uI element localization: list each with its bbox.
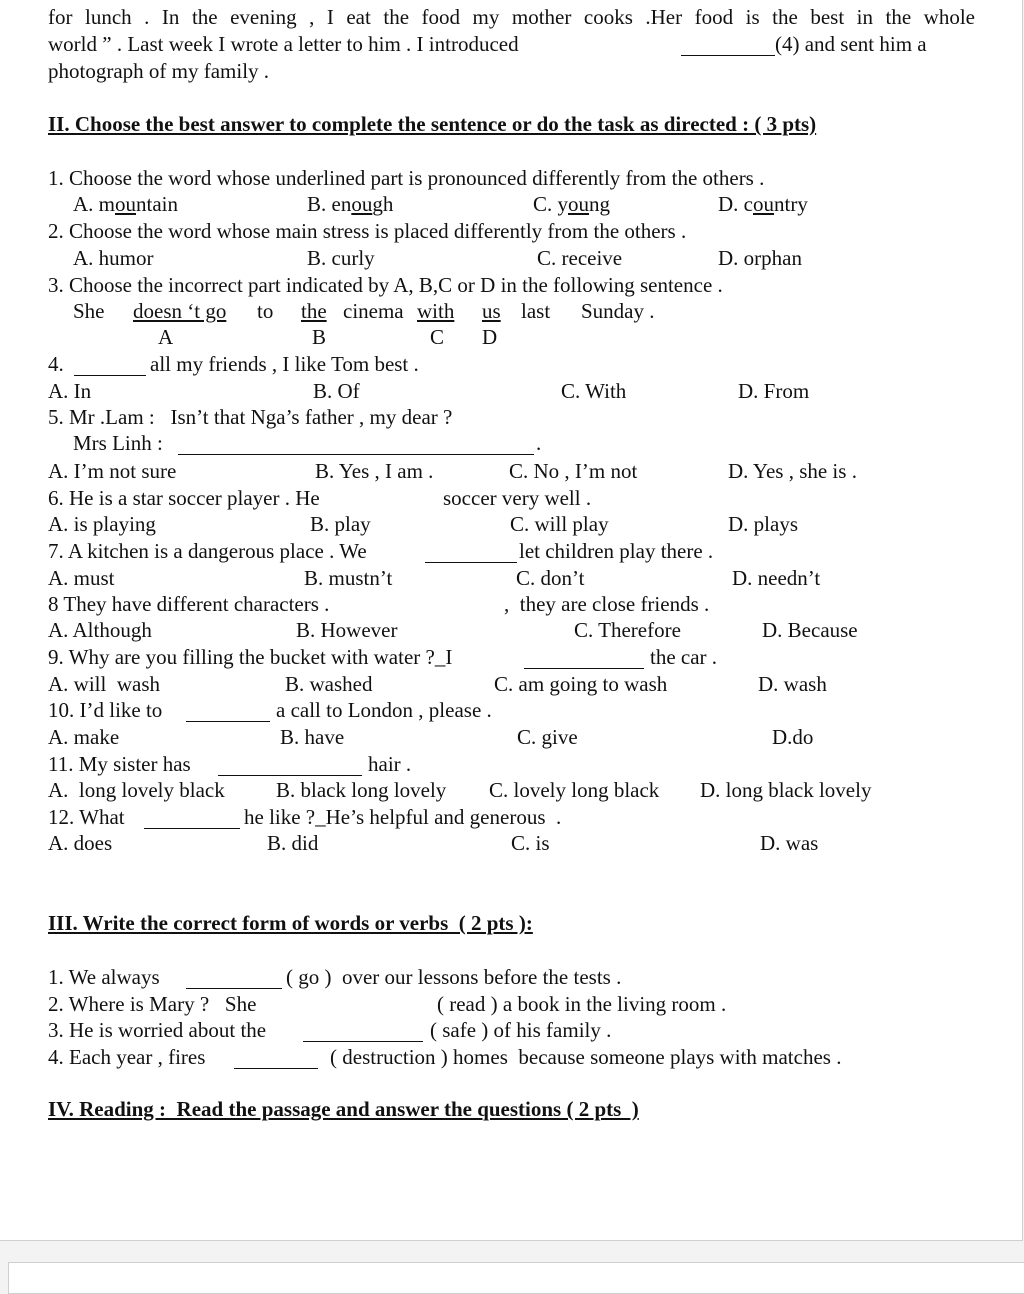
q3-word-she: She — [73, 299, 105, 323]
q2-option-a: A. humor — [73, 246, 154, 270]
q9-stem-2: the car . — [650, 645, 718, 669]
q11-option-d: D. long black lovely — [700, 778, 872, 802]
q12-option-d: D. was — [760, 831, 819, 855]
q6-option-d: D. plays — [728, 512, 798, 536]
q4-option-b: B. Of — [313, 379, 360, 403]
q5-option-a: A. I’m not sure — [48, 459, 177, 483]
q7-option-d: D. needn’t — [732, 566, 821, 590]
q11-stem-2: hair . — [368, 752, 412, 776]
intro-line-2b: (4) and sent him a — [775, 32, 927, 56]
q3-part-c: with — [417, 299, 455, 323]
q4-option-a: A. In — [48, 379, 92, 403]
q10-option-d: D.do — [772, 725, 814, 749]
q5-stem: 5. Mr .Lam : Isn’t that Nga’s father , my dear ? — [48, 405, 453, 429]
q7-option-b: B. mustn’t — [304, 566, 393, 590]
q10-blank — [186, 703, 270, 722]
blank-4 — [681, 37, 775, 56]
q8-stem-2: , they are close friends . — [504, 592, 710, 616]
q8-option-c: C. Therefore — [574, 618, 681, 642]
q7-option-a: A. must — [48, 566, 115, 590]
q1-option-d: D. country — [718, 192, 808, 216]
q3-word-cinema: cinema — [343, 299, 404, 323]
q7-stem-2: let children play there . — [519, 539, 714, 563]
q3-word-to: to — [257, 299, 274, 323]
section-4-title: IV. Reading : Read the passage and answer the questions ( 2 pts ) — [48, 1097, 639, 1121]
q9-option-d: D. wash — [758, 672, 827, 696]
q12-blank — [144, 810, 240, 829]
q4-stem: all my friends , I like Tom best . — [150, 352, 419, 376]
s3-q3-stem-2: ( safe ) of his family . — [430, 1018, 612, 1042]
q6-stem-2: soccer very well . — [443, 486, 592, 510]
section-3-title: III. Write the correct form of words or verbs ( 2 pts ): — [48, 911, 533, 935]
q5-reply-label: Mrs Linh : — [73, 431, 163, 455]
q10-option-b: B. have — [280, 725, 345, 749]
q6-stem-1: 6. He is a star soccer player . He — [48, 486, 320, 510]
s3-q1-stem-1: 1. We always — [48, 965, 160, 989]
q5-option-b: B. Yes , I am . — [315, 459, 434, 483]
q10-option-c: C. give — [517, 725, 578, 749]
q3-word-sunday: Sunday . — [581, 299, 655, 323]
s3-q4-stem-1: 4. Each year , fires — [48, 1045, 206, 1069]
q2-stem: 2. Choose the word whose main stress is placed differently from the others . — [48, 219, 687, 243]
s3-q4-stem-2: ( destruction ) homes because someone plays with matches . — [330, 1045, 842, 1069]
q7-stem-1: 7. A kitchen is a dangerous place . We — [48, 539, 367, 563]
section-2-title: II. Choose the best answer to complete the sentence or do the task as directed : ( 3 pts) — [48, 112, 817, 136]
q10-stem-1: 10. I’d like to — [48, 698, 163, 722]
q4-number: 4. — [48, 352, 64, 376]
q3-label-d: D — [482, 325, 498, 349]
q9-option-c: C. am going to wash — [494, 672, 668, 696]
q5-end: . — [536, 431, 542, 455]
q3-part-b: the — [301, 299, 327, 323]
q3-stem: 3. Choose the incorrect part indicated by A, B,C or D in the following sentence . — [48, 273, 723, 297]
q7-option-c: C. don’t — [516, 566, 585, 590]
q2-option-c: C. receive — [537, 246, 623, 270]
q5-option-d: D. Yes , she is . — [728, 459, 857, 483]
q6-option-a: A. is playing — [48, 512, 156, 536]
q4-option-c: C. With — [561, 379, 627, 403]
q7-blank — [425, 544, 517, 563]
q10-stem-2: a call to London , please . — [276, 698, 492, 722]
q9-option-a: A. will wash — [48, 672, 160, 696]
q3-part-d: us — [482, 299, 501, 323]
q3-label-b: B — [312, 325, 327, 349]
q11-option-a: A. long lovely black — [48, 778, 225, 802]
q5-option-c: C. No , I’m not — [509, 459, 638, 483]
s3-q3-stem-1: 3. He is worried about the — [48, 1018, 267, 1042]
q3-word-last: last — [521, 299, 551, 323]
q6-option-c: C. will play — [510, 512, 609, 536]
q8-stem-1: 8 They have different characters . — [48, 592, 330, 616]
q4-option-d: D. From — [738, 379, 810, 403]
q2-option-b: B. curly — [307, 246, 375, 270]
q12-stem-1: 12. What — [48, 805, 125, 829]
q12-option-a: A. does — [48, 831, 113, 855]
s3-q2-stem-2: ( read ) a book in the living room . — [437, 992, 727, 1016]
q12-option-b: B. did — [267, 831, 319, 855]
q8-option-b: B. However — [296, 618, 398, 642]
intro-line-3: photograph of my family . — [48, 59, 270, 83]
q12-stem-2: he like ?_He’s helpful and generous . — [244, 805, 562, 829]
s3-q3-blank — [303, 1023, 423, 1042]
q11-option-c: C. lovely long black — [489, 778, 660, 802]
q8-option-a: A. Although — [48, 618, 152, 642]
q1-stem: 1. Choose the word whose underlined part is pronounced differently from the others . — [48, 166, 765, 190]
q9-blank — [524, 650, 644, 669]
q9-stem-1: 9. Why are you filling the bucket with water ?_I — [48, 645, 453, 669]
intro-line-2a: world ” . Last week I wrote a letter to him . I introduced — [48, 32, 519, 56]
s3-q1-blank — [186, 970, 282, 989]
q9-option-b: B. washed — [285, 672, 373, 696]
intro-line-1: for lunch . In the evening , I eat the food my mother cooks .Her food is the best in the whole — [48, 5, 975, 29]
q11-option-b: B. black long lovely — [276, 778, 447, 802]
q3-label-c: C — [430, 325, 445, 349]
q6-option-b: B. play — [310, 512, 371, 536]
next-page-edge — [8, 1262, 1024, 1294]
q3-label-a: A — [158, 325, 174, 349]
q11-blank — [218, 757, 362, 776]
q12-option-c: C. is — [511, 831, 550, 855]
q3-part-a: doesn ‘t go — [133, 299, 227, 323]
q11-stem-1: 11. My sister has — [48, 752, 191, 776]
q8-option-d: D. Because — [762, 618, 858, 642]
q1-option-b: B. enough — [307, 192, 394, 216]
q1-option-c: C. young — [533, 192, 611, 216]
s3-q1-stem-2: ( go ) over our lessons before the tests . — [286, 965, 622, 989]
q5-blank — [178, 436, 534, 455]
s3-q2-stem-1: 2. Where is Mary ? She — [48, 992, 257, 1016]
s3-q4-blank — [234, 1050, 318, 1069]
q2-option-d: D. orphan — [718, 246, 802, 270]
q4-blank — [74, 357, 146, 376]
q1-option-a: A. mountain — [73, 192, 178, 216]
q10-option-a: A. make — [48, 725, 120, 749]
